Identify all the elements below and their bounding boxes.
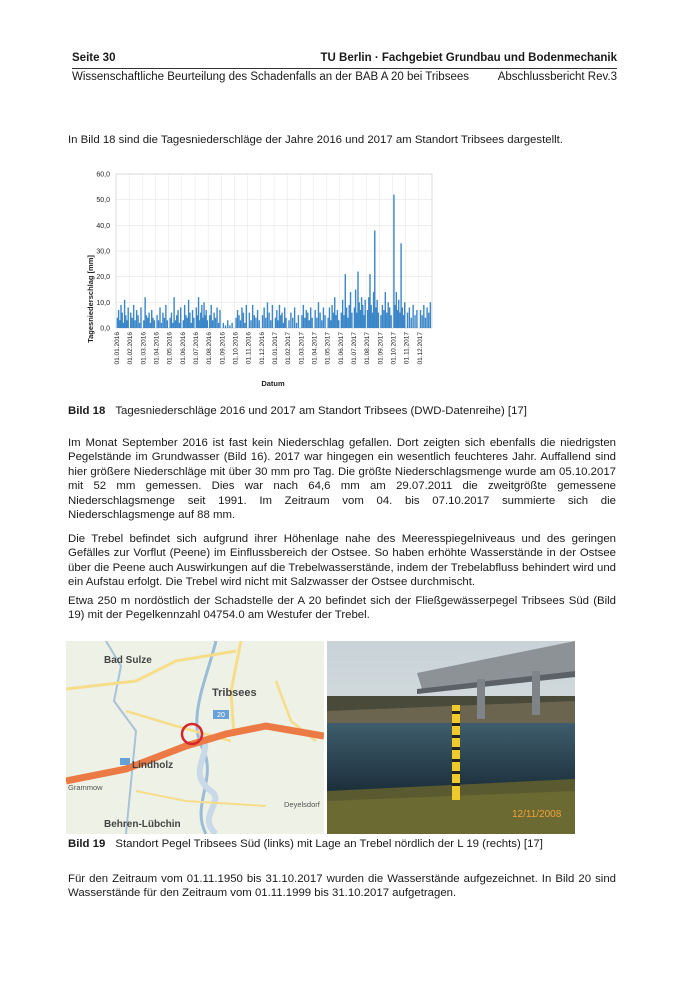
chart-bar	[301, 315, 302, 328]
chart-bar	[311, 318, 312, 328]
chart-x-tick-label: 01.03.2017	[298, 332, 306, 365]
chart-bar	[382, 305, 383, 328]
figure-18-text: Tagesniederschläge 2016 und 2017 am Standort Tribsees (DWD-Datenreihe) [17]	[115, 405, 527, 417]
map-label-deyelsdorf: Deyelsdorf	[284, 800, 320, 809]
chart-y-label: Tagesniederschlag [mm]	[86, 255, 95, 343]
chart-bar	[420, 310, 421, 328]
chart-bar	[285, 318, 286, 328]
chart-bar	[148, 313, 149, 328]
chart-bar	[404, 302, 405, 328]
chart-bar	[223, 323, 224, 328]
chart-y-tick-label: 60,0	[96, 171, 110, 179]
chart-bar	[192, 310, 193, 328]
chart-bar	[368, 297, 369, 328]
chart-bar	[227, 320, 228, 328]
chart-bar	[314, 310, 315, 328]
chart-bar	[345, 274, 346, 328]
chart-bar	[118, 310, 119, 328]
chart-bar	[267, 302, 268, 328]
chart-bar	[403, 315, 404, 328]
chart-bar	[363, 315, 364, 328]
chart-bar	[388, 302, 389, 328]
chart-bar	[426, 307, 427, 328]
chart-bar	[151, 310, 152, 328]
chart-bar	[216, 307, 217, 328]
chart-bar	[231, 323, 232, 328]
junction-sign	[120, 758, 130, 765]
gauge-photo	[327, 641, 575, 834]
chart-x-tick-label: 01.10.2017	[390, 332, 398, 365]
chart-bar	[238, 315, 239, 328]
chart-x-tick-label: 01.11.2016	[245, 332, 253, 365]
chart-bar	[161, 323, 162, 328]
chart-bar	[373, 292, 374, 328]
paragraph-trebel: Die Trebel befindet sich aufgrund ihrer Höhenlage nahe des Meeresspiegelniveaus und des geringen Gefälles zur Vorflut (Peene) im Einflussbereich der Ostsee. So haben erhöhte Wasserstände in der Ostsee über die Peene auch Auswirkungen auf die Trebelwasserstände, indem der Trebelabfluss behindert wird und ein Aufstau erfolgt. Die Trebel wird nicht mit Salzwasser der Ostsee durchmischt.	[68, 533, 616, 589]
chart-bar	[385, 292, 386, 328]
figure-18-label: Bild 18	[68, 405, 106, 417]
chart-bar	[246, 305, 247, 328]
chart-bar	[329, 307, 330, 328]
chart-x-tick-label: 01.07.2016	[193, 332, 200, 365]
chart-bar	[175, 320, 176, 328]
chart-bar	[357, 272, 358, 328]
chart-bar	[215, 318, 216, 328]
chart-bar	[288, 320, 289, 328]
chart-bar	[134, 320, 135, 328]
chart-x-label: Datum	[261, 379, 285, 388]
chart-bar	[372, 313, 373, 328]
chart-bar	[375, 307, 376, 328]
chart-bar	[124, 300, 125, 328]
chart-x-ticks	[114, 332, 424, 365]
chart-bar	[132, 318, 133, 328]
chart-x-tick-label: 01.02.2017	[285, 332, 293, 365]
chart-bar	[374, 230, 375, 328]
chart-bar	[126, 320, 127, 328]
chart-y-tick-label: 50,0	[96, 197, 110, 205]
chart-bar	[290, 313, 291, 328]
chart-bar	[361, 297, 362, 328]
chart-bar	[369, 274, 370, 328]
chart-x-tick-label: 01.01.2016	[114, 332, 121, 365]
chart-bar	[143, 320, 144, 328]
chart-bar	[389, 307, 390, 328]
chart-bar	[130, 313, 131, 328]
chart-y-tick-label: 20,0	[96, 274, 110, 282]
chart-bar	[154, 320, 155, 328]
chart-bar	[362, 305, 363, 328]
chart-bar	[306, 310, 307, 328]
chart-bar	[394, 305, 395, 328]
chart-x-tick-label: 01.01.2017	[272, 332, 279, 365]
chart-bar	[268, 313, 269, 328]
header-subtitle	[72, 71, 617, 83]
chart-bar	[120, 305, 121, 328]
chart-bar	[399, 313, 400, 328]
chart-bar	[262, 315, 263, 328]
chart-bar	[139, 323, 140, 328]
chart-x-tick-label: 01.06.2016	[179, 332, 187, 365]
chart-bar	[212, 320, 213, 328]
chart-bar	[275, 318, 276, 328]
chart-bar	[398, 300, 399, 328]
chart-bar	[292, 318, 293, 328]
figure-19-label: Bild 19	[68, 838, 106, 850]
chart-bar	[355, 290, 356, 329]
chart-bar	[351, 313, 352, 328]
map-label-lindholz: Lindholz	[132, 760, 174, 771]
chart-bar	[191, 323, 192, 328]
chart-bar	[265, 318, 266, 328]
chart-x-tick-label: 01.04.2016	[153, 332, 161, 365]
chart-bar	[294, 307, 295, 328]
chart-bar	[298, 315, 299, 328]
chart-y-tick-label: 40,0	[96, 222, 110, 230]
chart-bar	[430, 302, 431, 328]
chart-x-tick-label: 01.02.2016	[127, 332, 135, 365]
chart-bar	[276, 310, 277, 328]
chart-bar	[342, 300, 343, 328]
chart-bar	[360, 310, 361, 328]
report-title: Wissenschaftliche Beurteilung des Schadenfalls an der BAB A 20 bei Tribsees	[72, 71, 469, 83]
chart-x-tick-label: 01.07.2017	[351, 332, 358, 365]
figure-19-text: Standort Pegel Tribsees Süd (links) mit Lage an Trebel nördlich der L 19 (rechts) [17]	[115, 838, 543, 850]
figure-19-caption	[68, 838, 543, 850]
chart-bar	[250, 320, 251, 328]
map-label-bad-sulze: Bad Sulze	[104, 655, 152, 666]
chart-bar	[209, 315, 210, 328]
chart-bar	[146, 315, 147, 328]
chart-bar	[158, 320, 159, 328]
chart-bar	[307, 313, 308, 328]
page-number: Seite 30	[72, 52, 116, 64]
chart-bar	[331, 305, 332, 328]
chart-bar	[390, 315, 391, 328]
chart-bar	[123, 323, 124, 328]
location-map	[66, 641, 324, 834]
chart-bar	[213, 313, 214, 328]
chart-bar	[207, 320, 208, 328]
chart-bar	[140, 307, 141, 328]
chart-bar	[428, 313, 429, 328]
chart-bar	[156, 315, 157, 328]
chart-bar	[324, 315, 325, 328]
chart-bar	[310, 307, 311, 328]
chart-bar	[133, 305, 134, 328]
chart-bar	[316, 318, 317, 328]
institution: TU Berlin · Fachgebiet Grundbau und Bodenmechanik	[320, 52, 617, 64]
chart-bar	[241, 307, 242, 328]
chart-bar	[279, 305, 280, 328]
chart-bar	[150, 323, 151, 328]
chart-bar	[380, 315, 381, 328]
chart-bar	[125, 315, 126, 328]
precipitation-chart	[80, 168, 440, 394]
chart-bar	[318, 302, 319, 328]
chart-bar	[179, 323, 180, 328]
chart-bar	[147, 318, 148, 328]
chart-bar	[280, 315, 281, 328]
chart-x-tick-label: 01.11.2017	[403, 332, 411, 365]
chart-x-tick-label: 01.05.2017	[324, 332, 332, 365]
header-rule	[72, 68, 617, 69]
chart-bar	[421, 315, 422, 328]
chart-bar	[337, 310, 338, 328]
chart-bar	[400, 243, 401, 328]
chart-x-tick-label: 01.09.2016	[219, 332, 227, 365]
chart-x-tick-label: 01.12.2017	[416, 332, 424, 365]
chart-bar	[249, 313, 250, 328]
chart-bar	[396, 292, 397, 328]
chart-bar	[244, 323, 245, 328]
chart-bar	[164, 318, 165, 328]
chart-bar	[416, 310, 417, 328]
chart-bar	[309, 320, 310, 328]
chart-bar	[319, 313, 320, 328]
paragraph-precipitation: Im Monat September 2016 ist fast kein Niederschlag gefallen. Dort zeigten sich ebenfalls die niedrigsten Pegelstände im Grundwasser (Bild 16). 2017 war hingegen ein wesentlich feuchteres Jahr. Auffallend sind hier größere Niederschläge mit über 30 mm pro Tag. Die größte Niederschlagsmenge wurde am 05.10.2017 mit 52 mm gemessen. Dies war nach 64,6 mm am 29.07.2011 die zweitgrößte gemessene Niederschlagsmenge seit 1991. Im Zeitraum vom 04. bis 07.10.2017 summierte sich die Niederschlagsmenge auf 88 mm.	[68, 437, 616, 522]
chart-bar	[330, 320, 331, 328]
chart-bar	[364, 300, 365, 328]
figure-18-caption	[68, 405, 527, 417]
chart-bar	[425, 318, 426, 328]
chart-x-tick-label: 01.04.2017	[311, 332, 319, 365]
chart-bar	[263, 307, 264, 328]
report-revision: Abschlussbericht Rev.3	[497, 71, 617, 83]
chart-bar	[169, 318, 170, 328]
chart-bar	[296, 323, 297, 328]
chart-bar	[193, 318, 194, 328]
chart-bar	[243, 313, 244, 328]
chart-bar	[165, 305, 166, 328]
chart-bar	[176, 315, 177, 328]
chart-x-tick-label: 01.08.2016	[206, 332, 214, 365]
chart-y-ticks	[96, 172, 110, 333]
chart-x-tick-label: 01.05.2016	[166, 332, 174, 365]
chart-bar	[402, 307, 403, 328]
map-graphic	[66, 641, 324, 834]
chart-bar	[378, 313, 379, 328]
chart-bar	[397, 310, 398, 328]
chart-bar	[237, 310, 238, 328]
map-label-tribsees: Tribsees	[212, 687, 257, 699]
chart-x-tick-label: 01.06.2017	[337, 332, 345, 365]
chart-bar	[334, 297, 335, 328]
chart-bar	[376, 300, 377, 328]
chart-bar	[257, 310, 258, 328]
chart-bar	[235, 318, 236, 328]
chart-bar	[254, 315, 255, 328]
chart-bar	[119, 320, 120, 328]
chart-bar	[185, 315, 186, 328]
chart-bar	[281, 313, 282, 328]
intro-paragraph: In Bild 18 sind die Tagesniederschläge der Jahre 2016 und 2017 am Standort Tribsees dargestellt.	[68, 134, 563, 146]
chart-bar	[414, 315, 415, 328]
chart-bar	[284, 307, 285, 328]
chart-bar	[127, 307, 128, 328]
road-number: 20	[217, 712, 225, 719]
chart-bar	[211, 305, 212, 328]
chart-bar	[367, 310, 368, 328]
chart-bar	[356, 313, 357, 328]
chart-bar	[272, 305, 273, 328]
chart-bar	[327, 318, 328, 328]
chart-bar	[229, 325, 230, 328]
chart-bar	[172, 323, 173, 328]
paragraph-water-levels: Für den Zeitraum vom 01.11.1950 bis 31.10.2017 wurden die Wasserstände aufgezeichnet. In Bild 20 sind Wasserstände für den Zeitraum vom 01.11.1999 bis 31.10.2017 aufgetragen.	[68, 873, 616, 900]
chart-bar	[177, 310, 178, 328]
chart-bar	[270, 320, 271, 328]
chart-bar	[180, 307, 181, 328]
map-label-behren-luebchin: Behren-Lübchin	[104, 819, 181, 830]
chart-bar	[173, 297, 174, 328]
chart-x-tick-label: 01.03.2016	[140, 332, 148, 365]
chart-x-tick-label: 01.09.2017	[377, 332, 385, 365]
chart-bar	[383, 310, 384, 328]
chart-x-tick-label: 01.10.2016	[232, 332, 240, 365]
chart-bar	[354, 307, 355, 328]
chart-bar	[184, 305, 185, 328]
chart-y-tick-label: 0,0	[100, 325, 110, 333]
chart-bar	[341, 313, 342, 328]
chart-bar	[137, 315, 138, 328]
chart-x-tick-label: 01.12.2016	[258, 332, 266, 365]
chart-bar	[252, 305, 253, 328]
chart-bar	[189, 313, 190, 328]
chart-bar	[152, 318, 153, 328]
chart-bar	[171, 313, 172, 328]
chart-bar	[259, 320, 260, 328]
chart-x-tick-label: 01.08.2017	[364, 332, 372, 365]
chart-bar	[370, 305, 371, 328]
chart-bar	[144, 297, 145, 328]
chart-bar	[167, 320, 168, 328]
chart-bar	[122, 313, 123, 328]
chart-bar	[304, 318, 305, 328]
chart-bar	[359, 302, 360, 328]
chart-bar	[347, 318, 348, 328]
paragraph-gauge-location: Etwa 250 m nordöstlich der Schadstelle der A 20 befindet sich der Fließgewässerpegel Tribsees Süd (Bild 19) mit der Pegelkennzahl 04754.0 am Westufer der Trebel.	[68, 595, 616, 622]
chart-bar	[412, 305, 413, 328]
chart-bar	[335, 315, 336, 328]
chart-bar	[407, 313, 408, 328]
photo-graphic	[327, 641, 575, 834]
chart-bar	[338, 320, 339, 328]
chart-bar	[411, 318, 412, 328]
chart-bar	[283, 323, 284, 328]
chart-bar	[277, 320, 278, 328]
chart-bar	[183, 320, 184, 328]
chart-bar	[188, 300, 189, 328]
chart-bar	[409, 307, 410, 328]
chart-y-tick-label: 30,0	[96, 248, 110, 256]
map-label-grammow: Grammow	[68, 783, 103, 792]
page-header	[72, 52, 617, 68]
chart-bar	[240, 320, 241, 328]
chart-bar	[333, 313, 334, 328]
chart-bar	[136, 310, 137, 328]
chart-bar	[349, 305, 350, 328]
chart-bar	[225, 325, 226, 328]
chart-bar	[346, 307, 347, 328]
chart-bar	[321, 320, 322, 328]
photo-date-stamp: 12/11/2008	[512, 809, 562, 820]
chart-bar	[218, 323, 219, 328]
chart-bar	[187, 318, 188, 328]
chart-bar	[117, 318, 118, 328]
chart-bar	[162, 313, 163, 328]
chart-bar	[323, 307, 324, 328]
chart-bar	[343, 315, 344, 328]
chart-bar	[393, 195, 394, 328]
chart-bar	[219, 310, 220, 328]
chart-y-tick-label: 10,0	[96, 299, 110, 307]
chart-bar	[386, 313, 387, 328]
chart-bar	[255, 318, 256, 328]
chart-bar	[423, 305, 424, 328]
chart-bar	[350, 292, 351, 328]
chart-bar	[159, 307, 160, 328]
chart-bar	[303, 305, 304, 328]
